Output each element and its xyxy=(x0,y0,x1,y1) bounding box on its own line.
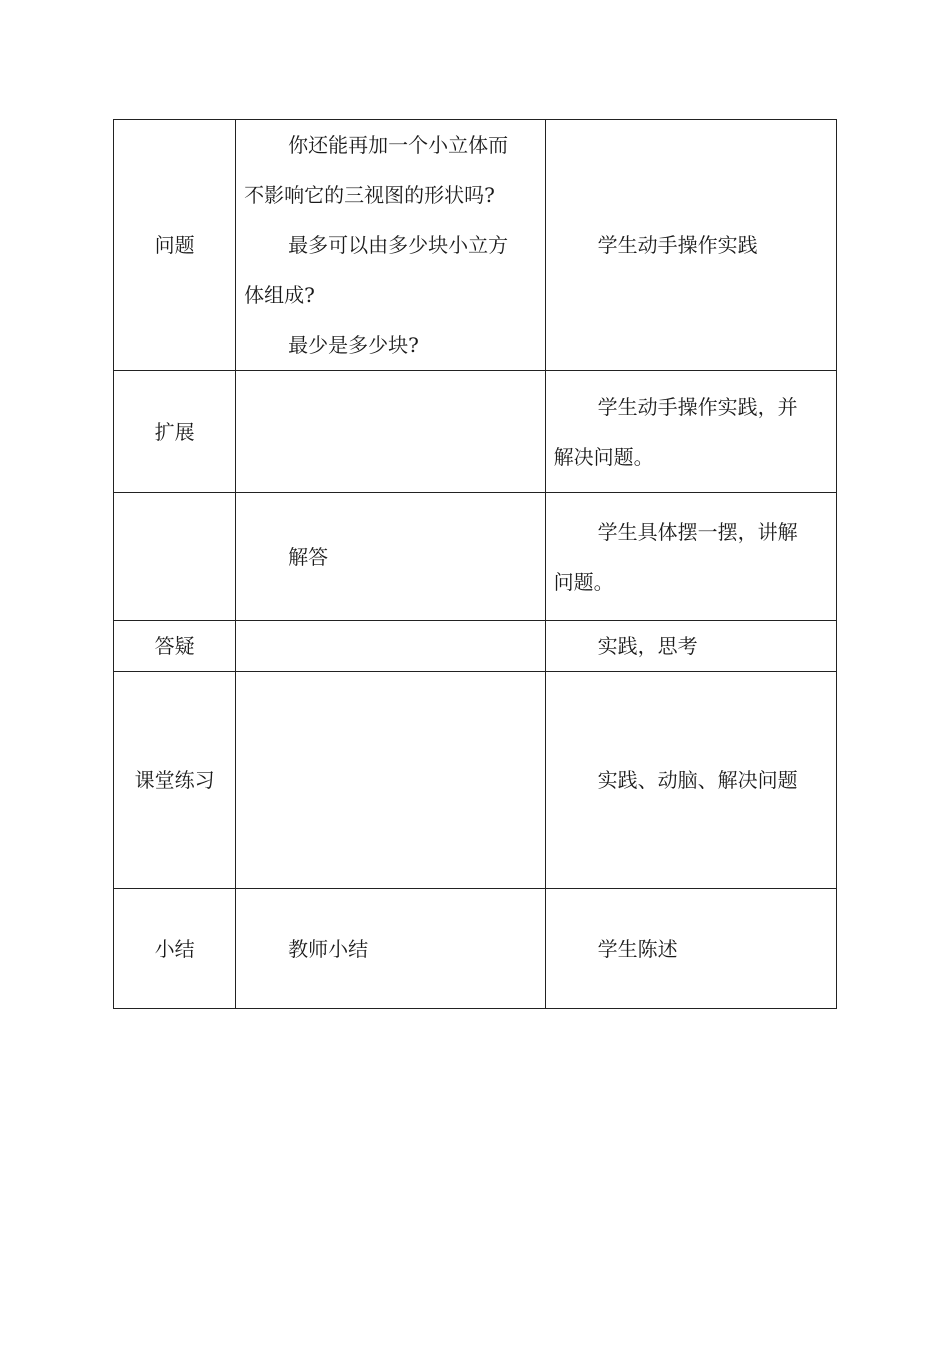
teacher-text-line: 体组成? xyxy=(244,283,315,307)
student-activity-cell xyxy=(545,672,836,889)
stage-cell-empty xyxy=(114,493,236,621)
student-activity-cell xyxy=(545,621,836,672)
table-row xyxy=(114,621,837,672)
stage-label: 小结 xyxy=(154,936,195,961)
teacher-activity-cell xyxy=(236,493,545,621)
lesson-plan-table xyxy=(113,119,837,1009)
stage-label: 问题 xyxy=(154,233,195,257)
teacher-activity-cell xyxy=(236,120,545,371)
stage-label: 答疑 xyxy=(154,634,195,658)
student-activity-cell xyxy=(545,371,836,493)
student-text-line: 实践、动脑、解决问题 xyxy=(597,768,798,792)
stage-cell-question xyxy=(114,120,236,371)
stage-label: 课堂练习 xyxy=(134,768,215,792)
teacher-activity-cell xyxy=(236,889,545,1009)
teacher-text-line: 最少是多少块? xyxy=(288,333,419,357)
student-activity-cell xyxy=(545,889,836,1009)
table-row xyxy=(114,120,837,371)
stage-cell-qa xyxy=(114,621,236,672)
stage-cell-extension xyxy=(114,371,236,493)
student-activity-cell xyxy=(545,493,836,621)
table-row xyxy=(114,672,837,889)
teacher-text-line: 解答 xyxy=(288,544,329,569)
student-text-line: 学生动手操作实践，并 xyxy=(597,394,798,419)
teacher-activity-cell xyxy=(236,621,545,672)
teacher-text-line: 最多可以由多少块小立方 xyxy=(288,233,509,257)
student-text-line: 学生具体摆一摆，讲解 xyxy=(597,519,798,544)
teacher-text-line: 你还能再加一个小立体而 xyxy=(288,133,509,157)
table-row xyxy=(114,889,837,1009)
teacher-text-line: 不影响它的三视图的形状吗? xyxy=(244,183,495,207)
table-row xyxy=(114,371,837,493)
teacher-text-line: 教师小结 xyxy=(288,936,369,961)
student-text-line: 学生陈述 xyxy=(597,936,678,961)
stage-label: 扩展 xyxy=(154,419,195,444)
student-text-line: 问题。 xyxy=(553,569,614,594)
student-text-line: 实践，思考 xyxy=(597,634,698,658)
teacher-activity-cell xyxy=(236,672,545,889)
student-activity-cell xyxy=(545,120,836,371)
stage-cell-summary xyxy=(114,889,236,1009)
table-row xyxy=(114,493,837,621)
student-text-line: 解决问题。 xyxy=(553,444,654,469)
stage-cell-practice xyxy=(114,672,236,889)
teacher-activity-cell xyxy=(236,371,545,493)
student-text-line: 学生动手操作实践 xyxy=(597,233,758,257)
